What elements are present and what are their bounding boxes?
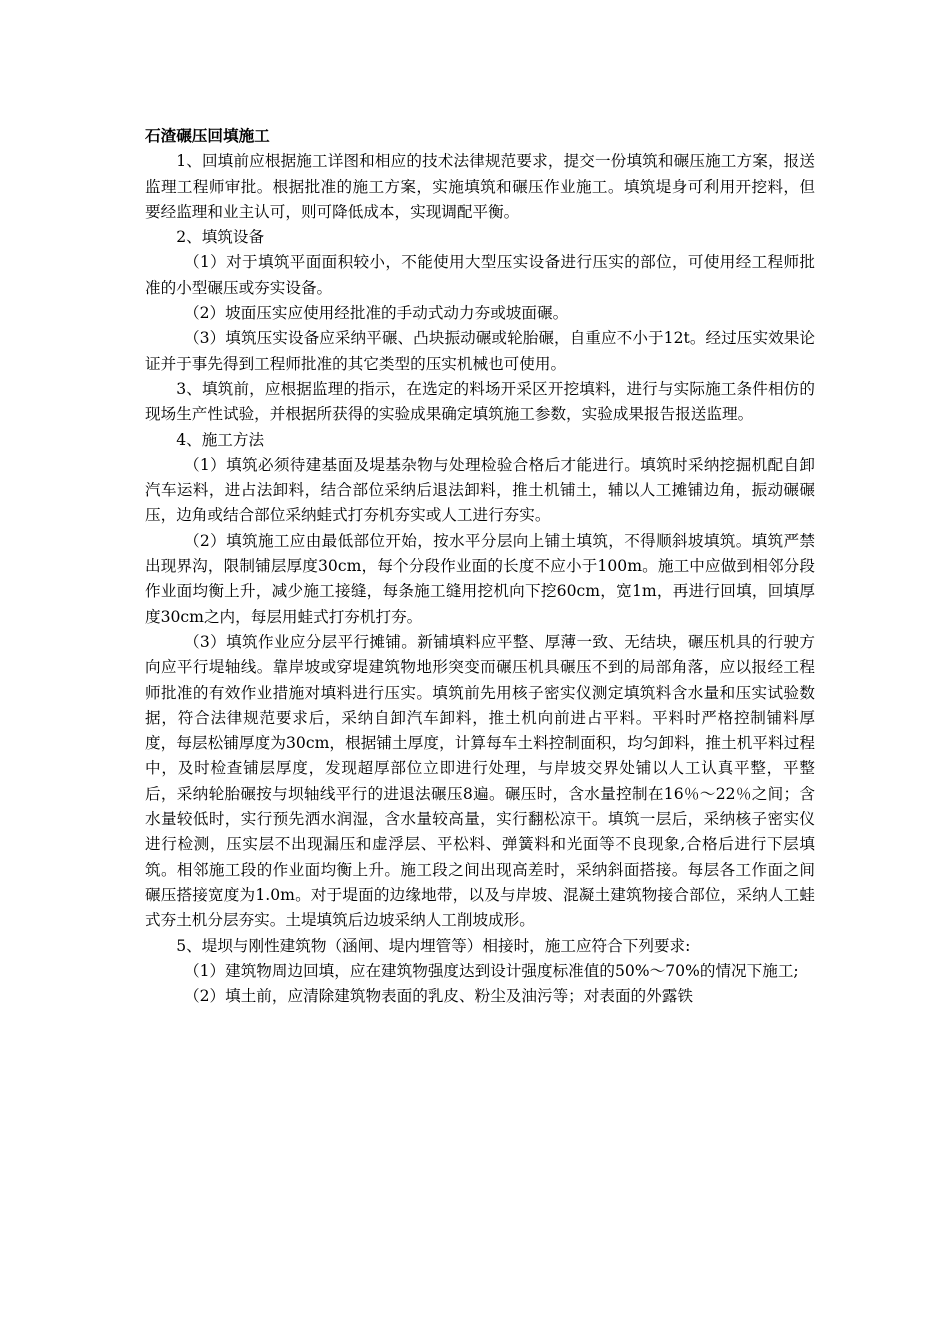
paragraph-method-1: （1）填筑必须待建基面及堤基杂物与处理检验合格后才能进行。填筑时采纳挖掘机配自卸汽车运料，进占法卸料，结合部位采纳后退法卸料，推土机铺土，辅以人工摊铺边角，振动碾碾压，边角或结合部位采纳蛙式打夯机夯实或人工进行夯实。 xyxy=(145,455,815,525)
paragraph-5: 5、堤坝与刚性建筑物（涵闸、堤内埋管等）相接时，施工应符合下列要求: xyxy=(176,936,691,955)
paragraph-rigid-1: （1）建筑物周边回填，应在建筑物强度达到设计强度标准值的50%～70%的情况下施工; xyxy=(184,961,799,980)
paragraph-method-2: （2）填筑施工应由最低部位开始，按水平分层向上铺土填筑，不得顺斜坡填筑。填筑严禁出现界沟，限制铺层厚度30cm，每个分段作业面的长度不应小于100m。施工中应做到相邻分段作业面均衡上升，减少施工接缝，每条施工缝用挖机向下挖60cm，宽1m，再进行回填，回填厚度30cm之内，每层用蛙式打夯机打夯。 xyxy=(145,531,815,626)
paragraph-equipment-3: （3）填筑压实设备应采纳平碾、凸块振动碾或轮胎碾，自重应不小于12t。经过压实效果论证并于事先得到工程师批准的其它类型的压实机械也可使用。 xyxy=(145,329,815,373)
heading-method: 4、施工方法 xyxy=(176,430,265,449)
document-page xyxy=(145,124,815,1009)
paragraph-1: 1、回填前应根据施工详图和相应的技术法律规范要求，提交一份填筑和碾压施工方案，报送监理工程师审批。根据批准的施工方案，实施填筑和碾压作业施工。填筑堤身可利用开挖料，但要经监理和业主认可，则可降低成本，实现调配平衡。 xyxy=(145,152,815,221)
paragraph-method-3: （3）填筑作业应分层平行摊铺。新铺填料应平整、厚薄一致、无结块，碾压机具的行驶方向应平行堤轴线。靠岸坡或穿堤建筑物地形突变而碾压机具碾压不到的局部角落，应以报经工程师批准的有效作业措施对填料进行压实。填筑前先用核子密实仪测定填筑料含水量和压实试验数据，符合法律规范要求后，采纳自卸汽车卸料，推土机向前进占平料。平料时严格控制铺料厚度，每层松铺厚度为30cm，根据铺土厚度，计算每车土料控制面积，均匀卸料，推土机平料过程中，及时检查铺层厚度，发现超厚部位立即进行处理，与岸坡交界处铺以人工认真平整，平整后，采纳轮胎碾按与坝轴线平行的进退法碾压8遍。碾压时，含水量控制在16％～22％之间；含水量较低时，实行预先洒水润湿，含水量较高量，实行翻松凉干。填筑一层后，采纳核子密实仪进行检测，压实层不出现漏压和虚浮层、平松料、弹簧料和光面等不良现象,合格后进行下层填筑。相邻施工段的作业面均衡上升。施工段之间出现高差时，采纳斜面搭接。每层各工作面之间碾压搭接宽度为1.0m。对于堤面的边缘地带，以及与岸坡、混凝土建筑物接合部位，采纳人工蛙式夯土机分层夯实。土堤填筑后边坡采纳人工削坡成形。 xyxy=(145,632,815,930)
paragraph-3: 3、填筑前，应根据监理的指示，在选定的料场开采区开挖填料，进行与实际施工条件相仿的现场生产性试验，并根据所获得的实验成果确定填筑施工参数，实验成果报告报送监理。 xyxy=(145,379,815,424)
paragraph-equipment-2: （2）坡面压实应使用经批准的手动式动力夯或坡面碾。 xyxy=(184,304,569,323)
document-title: 石渣碾压回填施工 xyxy=(145,127,270,145)
paragraph-rigid-2: （2）填土前，应清除建筑物表面的乳皮、粉尘及油污等；对表面的外露铁 xyxy=(184,987,693,1006)
heading-equipment: 2、填筑设备 xyxy=(176,228,265,247)
paragraph-equipment-1: （1）对于填筑平面面积较小，不能使用大型压实设备进行压实的部位，可使用经工程师批准的小型碾压或夯实设备。 xyxy=(145,253,815,297)
